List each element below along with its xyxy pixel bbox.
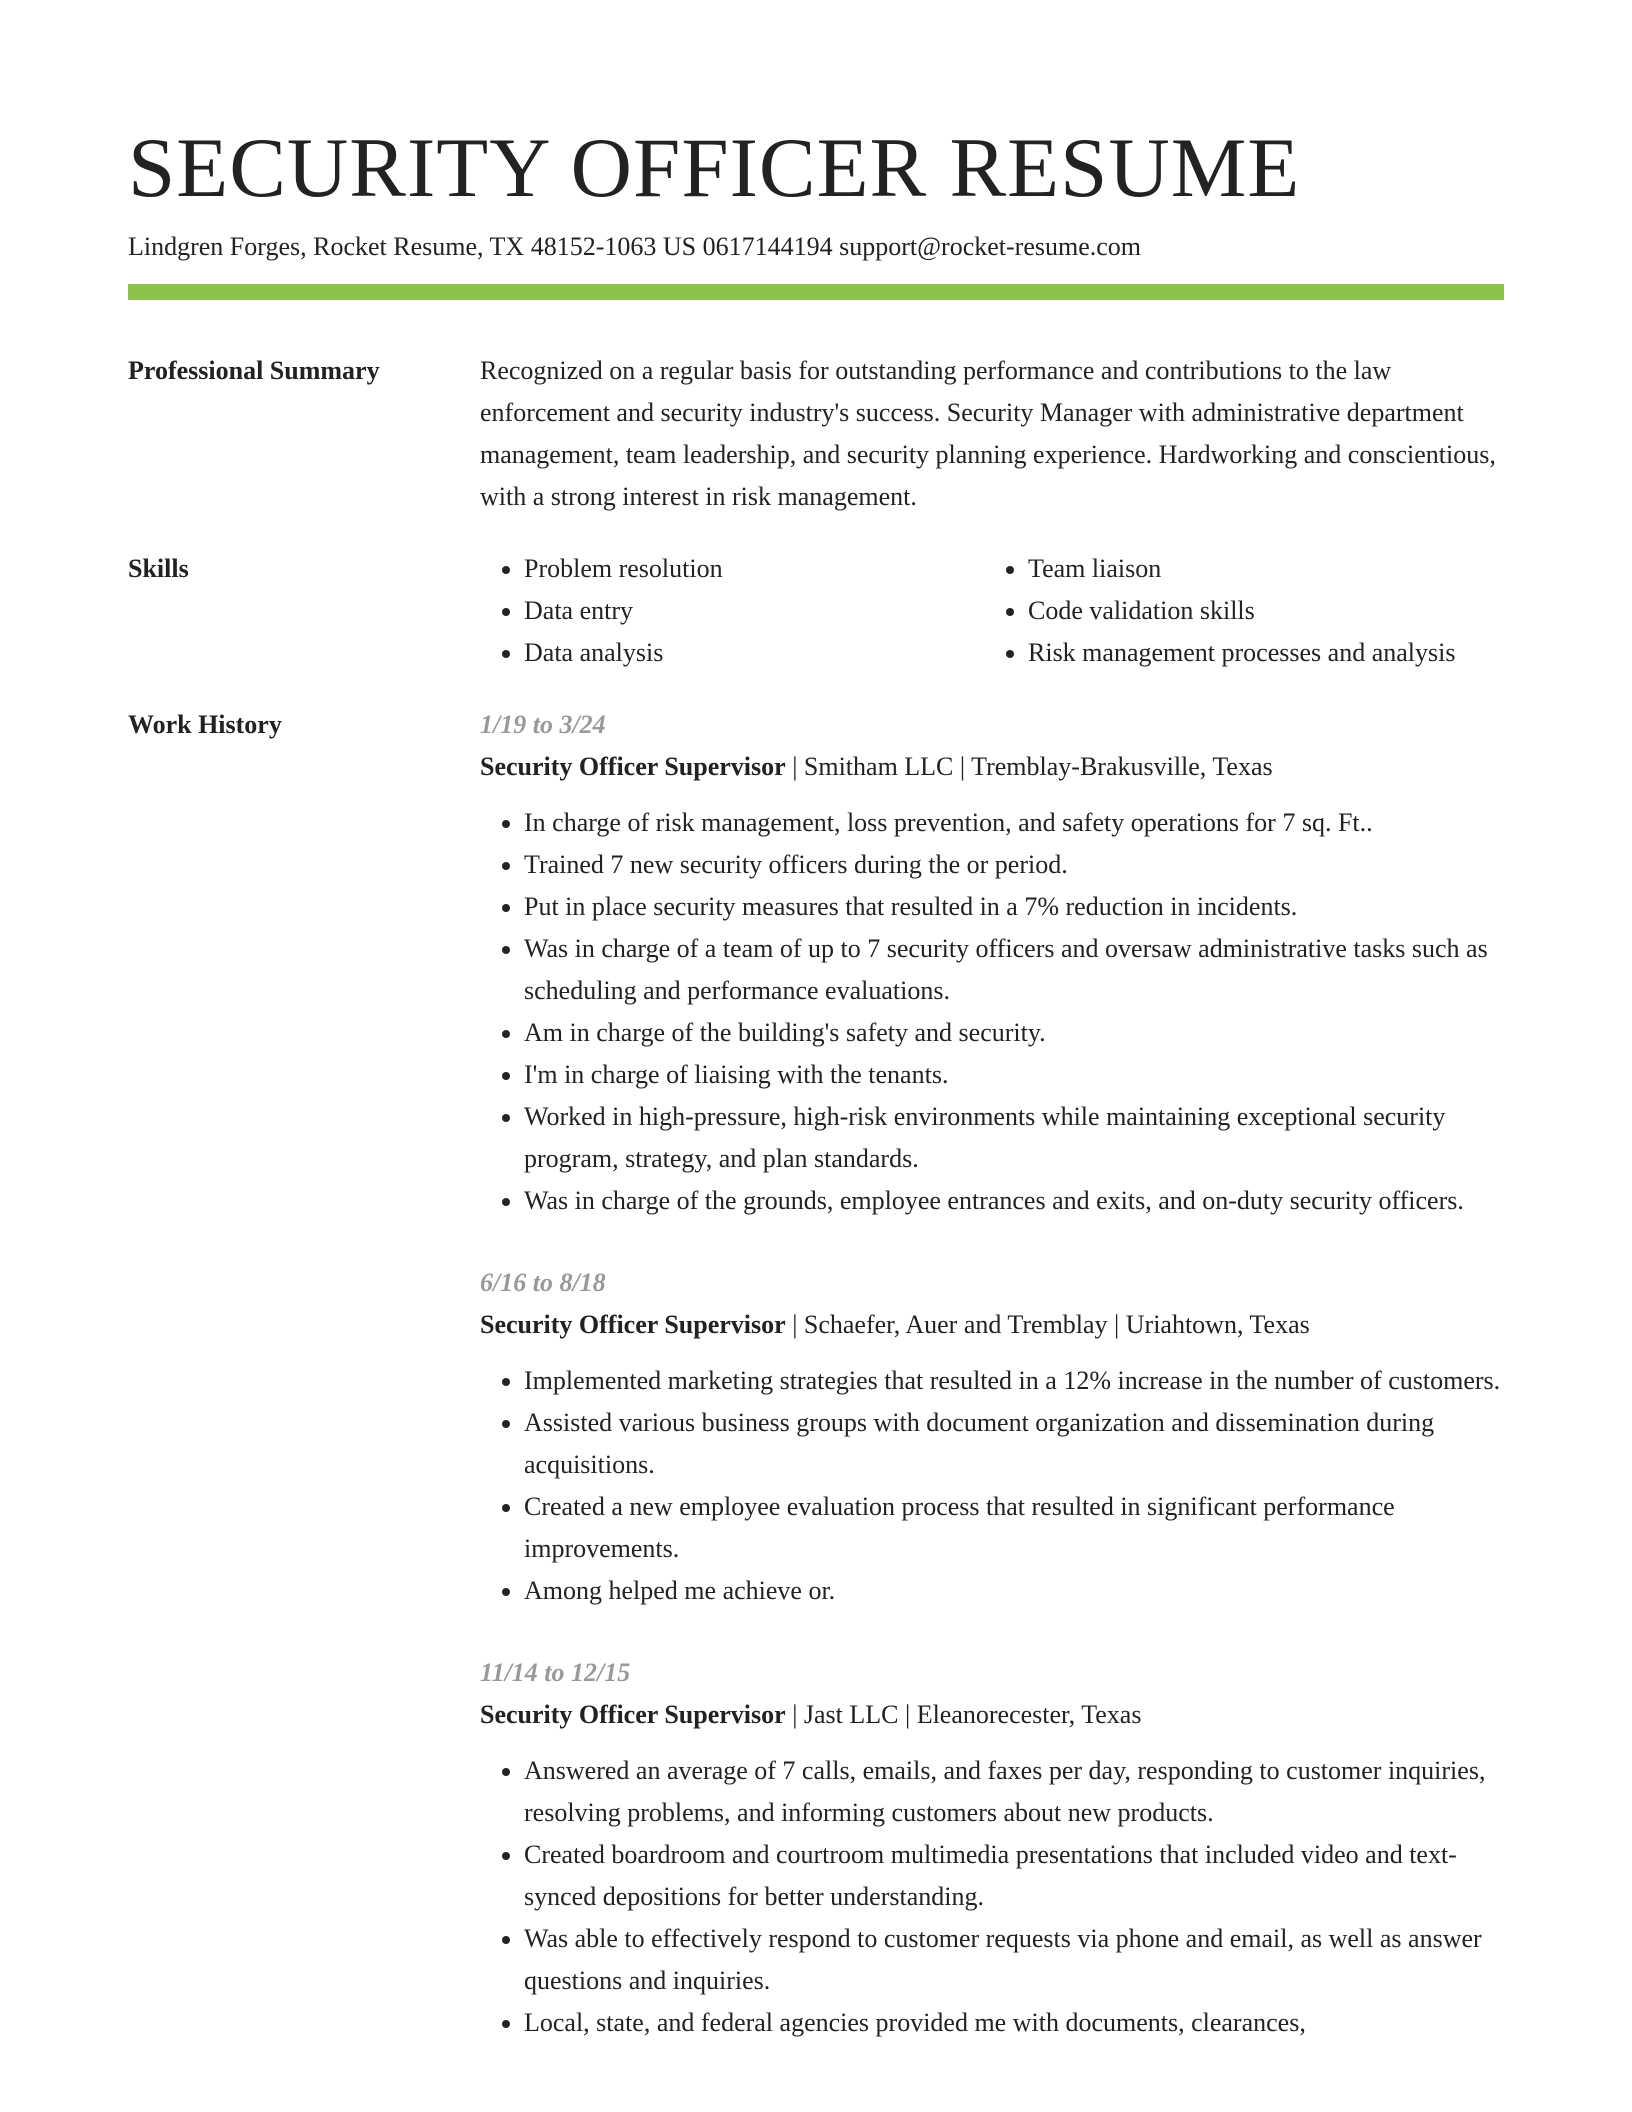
job-entry — [480, 1262, 1504, 1612]
skills-grid — [480, 548, 1548, 674]
skill-item: • Risk management processes and analysis — [1028, 632, 1548, 674]
job-bullet: • Assisted various business groups with document organization and dissemination during acquisitions. — [524, 1402, 1504, 1486]
job-bullet: • In charge of risk management, loss prevention, and safety operations for 7 sq. Ft.. — [524, 802, 1504, 844]
job-bullet: • Local, state, and federal agencies provided me with documents, clearances, — [524, 2002, 1504, 2044]
summary-text: Recognized on a regular basis for outstanding performance and contributions to the law enforcement and security industry's success. Security Manager with administrative department management, team leadership, and security planning experience. Hardworking and conscientious, with a strong interest in risk management. — [480, 356, 1496, 511]
job-title: Security Officer Supervisor — [480, 1310, 786, 1339]
job-bullet: • Was in charge of a team of up to 7 security officers and oversaw administrative tasks such as scheduling and performance evaluations. — [524, 928, 1504, 1012]
job-bullets — [480, 802, 1504, 1222]
job-bullet: • Put in place security measures that resulted in a 7% reduction in incidents. — [524, 886, 1504, 928]
job-heading — [480, 1304, 1504, 1346]
job-heading — [480, 746, 1504, 788]
job-entry — [480, 704, 1504, 1222]
skills-label: Skills — [128, 554, 189, 583]
resume-title: SECURITY OFFICER RESUME — [128, 121, 1301, 215]
job-bullet: • I'm in charge of liaising with the tenants. — [524, 1054, 1504, 1096]
skills-section — [128, 548, 1504, 674]
skill-item: • Team liaison — [1028, 548, 1548, 590]
job-bullet: • Was able to effectively respond to customer requests via phone and email, as well as answer questions and inquiries. — [524, 1918, 1504, 2002]
job-heading — [480, 1694, 1504, 1736]
job-title: Security Officer Supervisor — [480, 752, 786, 781]
job-bullet: • Trained 7 new security officers during the or period. — [524, 844, 1504, 886]
job-dates: 11/14 to 12/15 — [480, 1658, 631, 1687]
job-dates: 1/19 to 3/24 — [480, 710, 606, 739]
job-details: | Schaefer, Auer and Tremblay | Uriahtown, Texas — [785, 1310, 1310, 1339]
skills-list-left — [480, 548, 984, 674]
summary-label: Professional Summary — [128, 356, 380, 385]
work-history-label: Work History — [128, 710, 282, 739]
skills-list-right — [984, 548, 1548, 674]
job-bullet: • Among helped me achieve or. — [524, 1570, 1504, 1612]
job-bullet: • Worked in high-pressure, high-risk environments while maintaining exceptional security program, strategy, and plan standards. — [524, 1096, 1504, 1180]
job-details: | Smitham LLC | Tremblay-Brakusville, Texas — [785, 752, 1273, 781]
job-bullet: • Am in charge of the building's safety and security. — [524, 1012, 1504, 1054]
job-bullet: • Implemented marketing strategies that resulted in a 12% increase in the number of customers. — [524, 1360, 1504, 1402]
work-history-section — [128, 704, 1504, 2084]
job-bullet: • Created boardroom and courtroom multimedia presentations that included video and text-synced depositions for better understanding. — [524, 1834, 1504, 1918]
job-title: Security Officer Supervisor — [480, 1700, 786, 1729]
job-bullet: • Created a new employee evaluation process that resulted in significant performance improvements. — [524, 1486, 1504, 1570]
contact-line: Lindgren Forges, Rocket Resume, TX 48152-1063 US 0617144194 support@rocket-resume.com — [128, 232, 1142, 261]
summary-section — [128, 350, 1504, 518]
resume-page — [128, 0, 1504, 2084]
skill-item: • Problem resolution — [524, 548, 984, 590]
accent-divider — [128, 284, 1504, 300]
job-bullet: • Was in charge of the grounds, employee entrances and exits, and on-duty security officers. — [524, 1180, 1504, 1222]
job-bullet: • Answered an average of 7 calls, emails, and faxes per day, responding to customer inquiries, resolving problems, and informing customers about new products. — [524, 1750, 1504, 1834]
skill-item: • Code validation skills — [1028, 590, 1548, 632]
job-dates: 6/16 to 8/18 — [480, 1268, 606, 1297]
job-bullets — [480, 1750, 1504, 2044]
job-bullets — [480, 1360, 1504, 1612]
skill-item: • Data analysis — [524, 632, 984, 674]
skill-item: • Data entry — [524, 590, 984, 632]
job-entry — [480, 1652, 1504, 2044]
job-details: | Jast LLC | Eleanorecester, Texas — [785, 1700, 1142, 1729]
